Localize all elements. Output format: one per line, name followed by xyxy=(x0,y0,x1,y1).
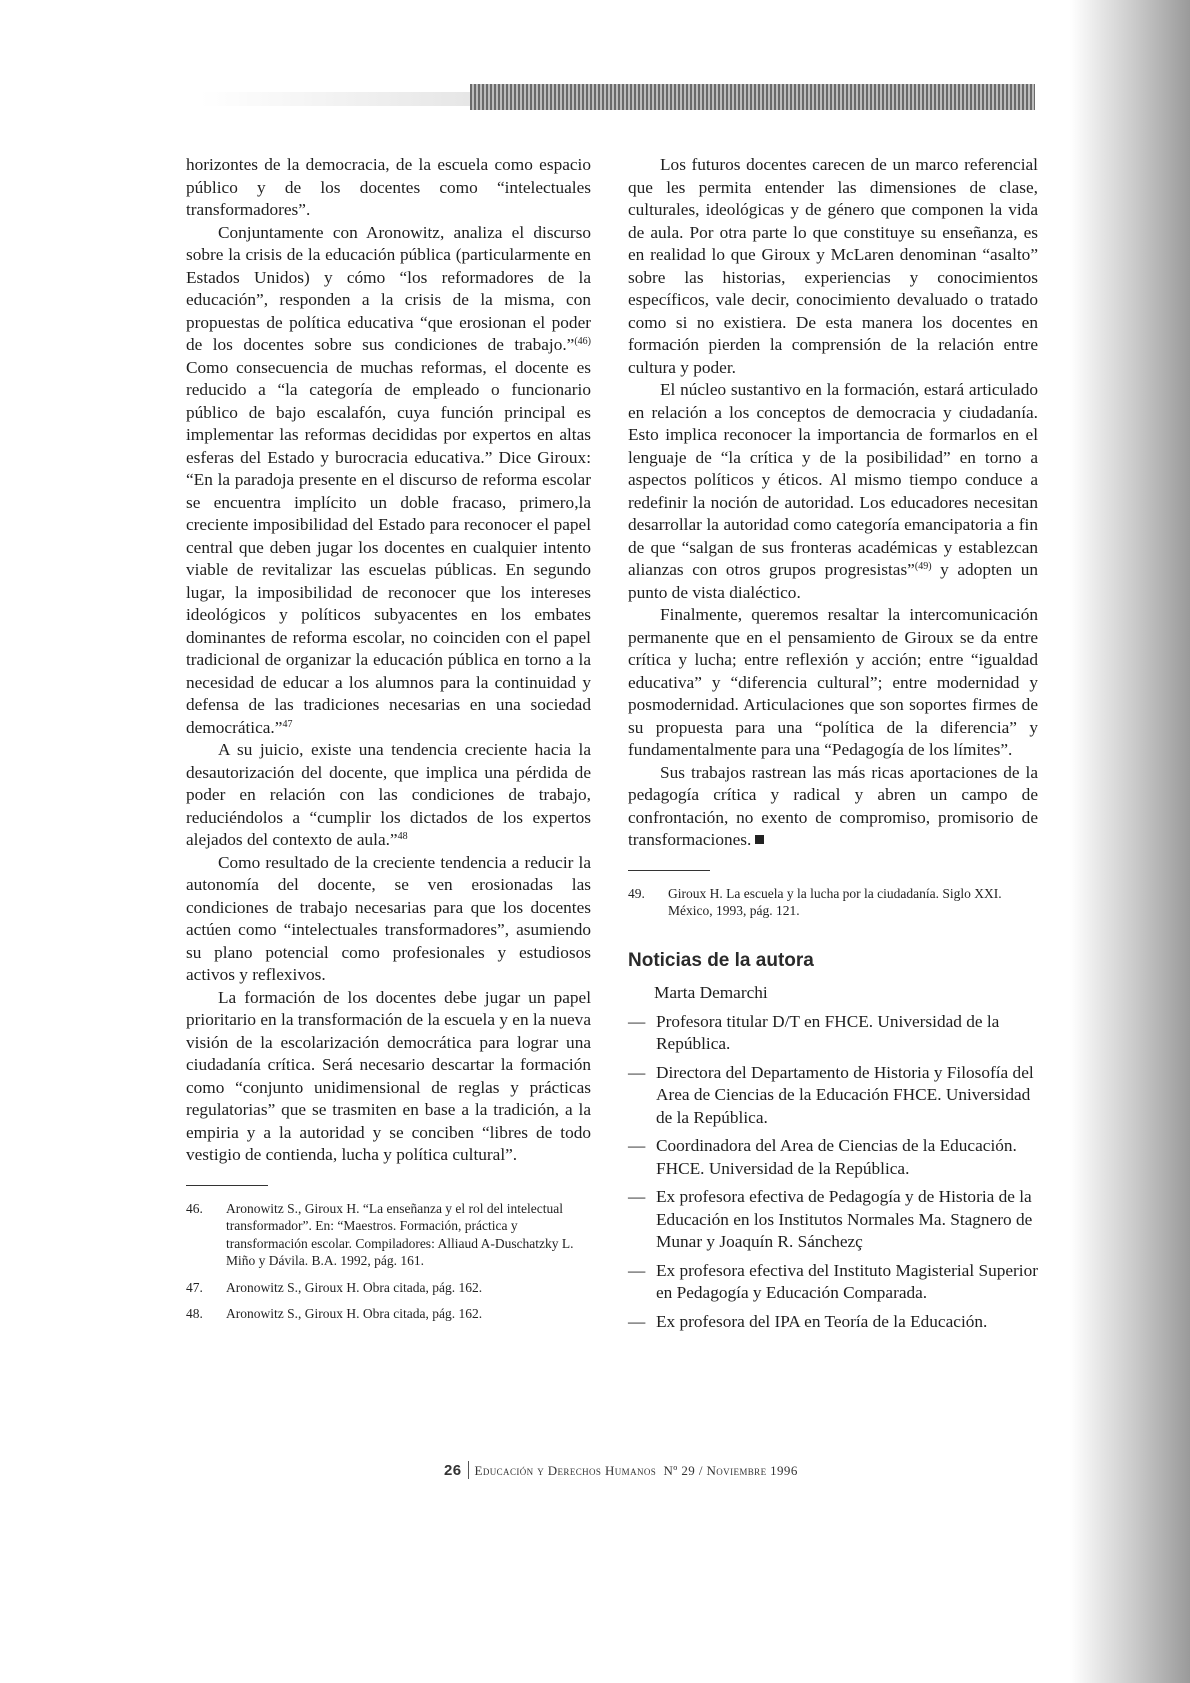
bio-item-text: Profesora titular D/T en FHCE. Universidad de la República. xyxy=(656,1011,1000,1053)
bio-item xyxy=(628,1062,1038,1130)
right-paragraph-2-text: El núcleo sustantivo en la formación, estará articulado en relación a los conceptos de democracia y ciudadanía. Esto implica reconocer la importancia de formarlos en el lenguaje de “la crítica y de la posibilidad” en torno a aspectos políticos y éticos. Al mismo tiempo conduce a redefinir la noción de autoridad. Los educadores necesitan desarrollar la autoridad como categoría emancipatoria a fin de que “salgan de sus fronteras académicas y establezcan alianzas con otros grupos progresistas” xyxy=(628,380,1038,579)
right-paragraph-1: Los futuros docentes carecen de un marco referencial que les permita entender las dimensiones de clase, culturales, ideológicas y de género que componen la vida de aula. Por otra parte lo que constituye su enseñanza, es en realidad lo que Giroux y McLaren denominan “asalto” sobre las historias, experiencias y conocimientos específicos, vale decir, conocimiento devaluado o tratado como si no existiera. De esta manera los docentes en formación pierden la comprensión de la relación entre cultura y poder. xyxy=(628,155,1038,377)
footnote-46 xyxy=(186,1200,591,1270)
header-band-fade xyxy=(200,92,470,106)
right-paragraph-2 xyxy=(628,379,1038,604)
bio-item-text: Directora del Departamento de Historia y Filosofía del Area de Ciencias de la Educación FHCE. Universidad de la República. xyxy=(656,1062,1034,1127)
author-bio-list xyxy=(628,1011,1038,1334)
bio-dash: — xyxy=(628,1062,646,1082)
left-paragraph-1: horizontes de la democracia, de la escuela como espacio público y de los docentes como “intelectuales transformadores”. xyxy=(186,155,591,219)
author-section-heading: Noticias de la autora xyxy=(628,949,814,971)
footnote-number: 47. xyxy=(186,1279,203,1295)
end-of-article-mark xyxy=(755,835,764,844)
right-paragraph-3: Finalmente, queremos resaltar la intercomunicación permanente que en el pensamiento de Giroux se da entre crítica y lucha; entre reflexión y acción; entre “igualdad educativa” y “diferencia cultural”; entre modernidad y posmodernidad. Articulaciones que son soportes firmes de su propuesta para una “política de la diferencia” y fundamentalmente para una “Pedagogía de los límites”. xyxy=(628,605,1038,759)
footnote-text: Giroux H. La escuela y la lucha por la ciudadanía. Siglo XXI. México, 1993, pág. 121. xyxy=(668,885,1002,918)
footnote-ref-47: 47 xyxy=(282,718,293,730)
bio-dash: — xyxy=(628,1011,646,1031)
footnote-text: Aronowitz S., Giroux H. Obra citada, pág. 162. xyxy=(226,1306,483,1321)
footnote-text: Aronowitz S., Giroux H. “La enseñanza y el rol del intelectual transformador”. En: “Maestros. Formación, práctica y transformación escolar. Compiladores: Alliaud A-Duschatzky L. Miño y Dávila. B.A. 1992, pág. 161. xyxy=(226,1200,574,1268)
left-paragraph-3 xyxy=(186,739,591,852)
left-paragraph-4: Como resultado de la creciente tendencia a reducir la autonomía del docente, se ven erosionadas las condiciones de trabajo necesarias para que los docentes actúen como “intelectuales transformadores”, asumiendo su plano potencial como profesionales y estudiosos activos y reflexivos. xyxy=(186,852,591,984)
footnote-text: Aronowitz S., Giroux H. Obra citada, pág. 162. xyxy=(226,1279,483,1295)
bio-item-text: Ex profesora efectiva de Pedagogía y de Historia de la Educación en los Institutos Normales Ma. Stagnero de Munar y Joaquín R. Sánchezç xyxy=(656,1187,1033,1251)
bio-dash: — xyxy=(628,1187,646,1206)
footnote-rule xyxy=(628,870,710,871)
bio-dash: — xyxy=(628,1311,646,1331)
bio-item xyxy=(628,1186,1038,1254)
bio-item-text: Ex profesora del IPA en Teoría de la Educación. xyxy=(656,1311,988,1331)
footnote-47 xyxy=(186,1279,591,1297)
footer-separator xyxy=(468,1461,469,1479)
right-column xyxy=(628,154,1038,1339)
footnote-ref-48: 48 xyxy=(397,831,408,842)
bio-item-text: Coordinadora del Area de Ciencias de la Educación. FHCE. Universidad de la República. xyxy=(656,1136,1017,1178)
left-paragraph-2 xyxy=(186,222,591,740)
header-band xyxy=(470,84,1035,110)
bio-item xyxy=(628,1011,1038,1056)
left-paragraph-5: La formación de los docentes debe jugar un papel prioritario en la transformación de la escuela y en la nueva visión de la escolarización democrática para lograr una ciudadanía crítica. Será necesario descartar la formación como “conjunto unidimensional de reglas y prácticas regulatorias” que se trasmiten en base a la tradición, a la empiria y a la autoridad y se conciben “libres de todo vestigio de contienda, lucha y política cultural”. xyxy=(186,987,591,1164)
issue-info: Nº 29 / Noviembre 1996 xyxy=(663,1463,798,1478)
footnote-ref-46: (46) xyxy=(574,336,591,347)
left-paragraph-2-cont: Como consecuencia de muchas reformas, el docente es reducido a “la categoría de empleado o funcionario público de bajo escalafón, cuya función principal es implementar las reformas decididas por expertos en altas esferas del Estado y burocracia educativa.” Dice Giroux: “En la paradoja presente en el discurso de reforma escolar se encuentra implícito un doble fracaso, primero,la creciente imposibilidad del Estado para reconocer el papel central que deben jugar los docentes en cualquier intento viable de revitalizar las escuelas públicas. En segundo lugar, la imposibilidad de reconocer que los intereses ideológicos y políticos subyacentes en los embates dominantes de reforma escolar, no coinciden con el papel tradicional de organizar la educación pública en torno a la necesidad de educar a los alumnos para la continuidad y defensa de las tradiciones necesarias en una sociedad democrática.” xyxy=(186,357,591,737)
footnote-rule xyxy=(186,1185,268,1186)
right-paragraph-4-text: Sus trabajos rastrean las más ricas aportaciones de la pedagogía crítica y radical y abren un campo de confrontación, no exento de compromiso, promisorio de transformaciones. xyxy=(628,762,1038,849)
page-footer xyxy=(444,1461,1044,1479)
footnote-number: 49. xyxy=(628,885,645,901)
footnote-48 xyxy=(186,1305,591,1323)
bio-item-text: Ex profesora efectiva del Instituto Magisterial Superior en Pedagogía y Educación Comparada. xyxy=(656,1260,1038,1302)
left-paragraph-2-text: Conjuntamente con Aronowitz, analiza el discurso sobre la crisis de la educación pública (particularmente en Estados Unidos) y cómo “los reformadores de la educación”, responden a la crisis de la misma, con propuestas de política educativa “que erosionan el poder de los docentes sobre sus condiciones de trabajo.” xyxy=(186,222,591,354)
journal-name: Educación y Derechos Humanos xyxy=(474,1463,657,1478)
right-paragraph-2-end: y adopten un punto de vista dialéctico. xyxy=(628,560,1038,602)
page-number: 26 xyxy=(444,1462,462,1479)
page-edge-shadow xyxy=(1070,0,1190,1683)
right-paragraph-4 xyxy=(628,762,1038,852)
left-column xyxy=(186,154,591,1332)
footnote-ref-49: (49) xyxy=(914,561,932,572)
bio-dash: — xyxy=(628,1136,646,1155)
bio-item xyxy=(628,1311,1038,1334)
bio-dash: — xyxy=(628,1260,646,1280)
author-name: Marta Demarchi xyxy=(654,983,768,1002)
footnote-number: 46. xyxy=(186,1200,203,1216)
bio-item xyxy=(628,1260,1038,1305)
bio-item xyxy=(628,1135,1038,1180)
footnote-number: 48. xyxy=(186,1306,203,1321)
left-paragraph-3-text: A su juicio, existe una tendencia creciente hacia la desautorización del docente, que implica una pérdida de poder en relación con las condiciones de trabajo, reduciéndolos a “cumplir los dictados de los expertos alejados del contexto de aula.” xyxy=(186,740,591,849)
footnote-49 xyxy=(628,885,1038,920)
